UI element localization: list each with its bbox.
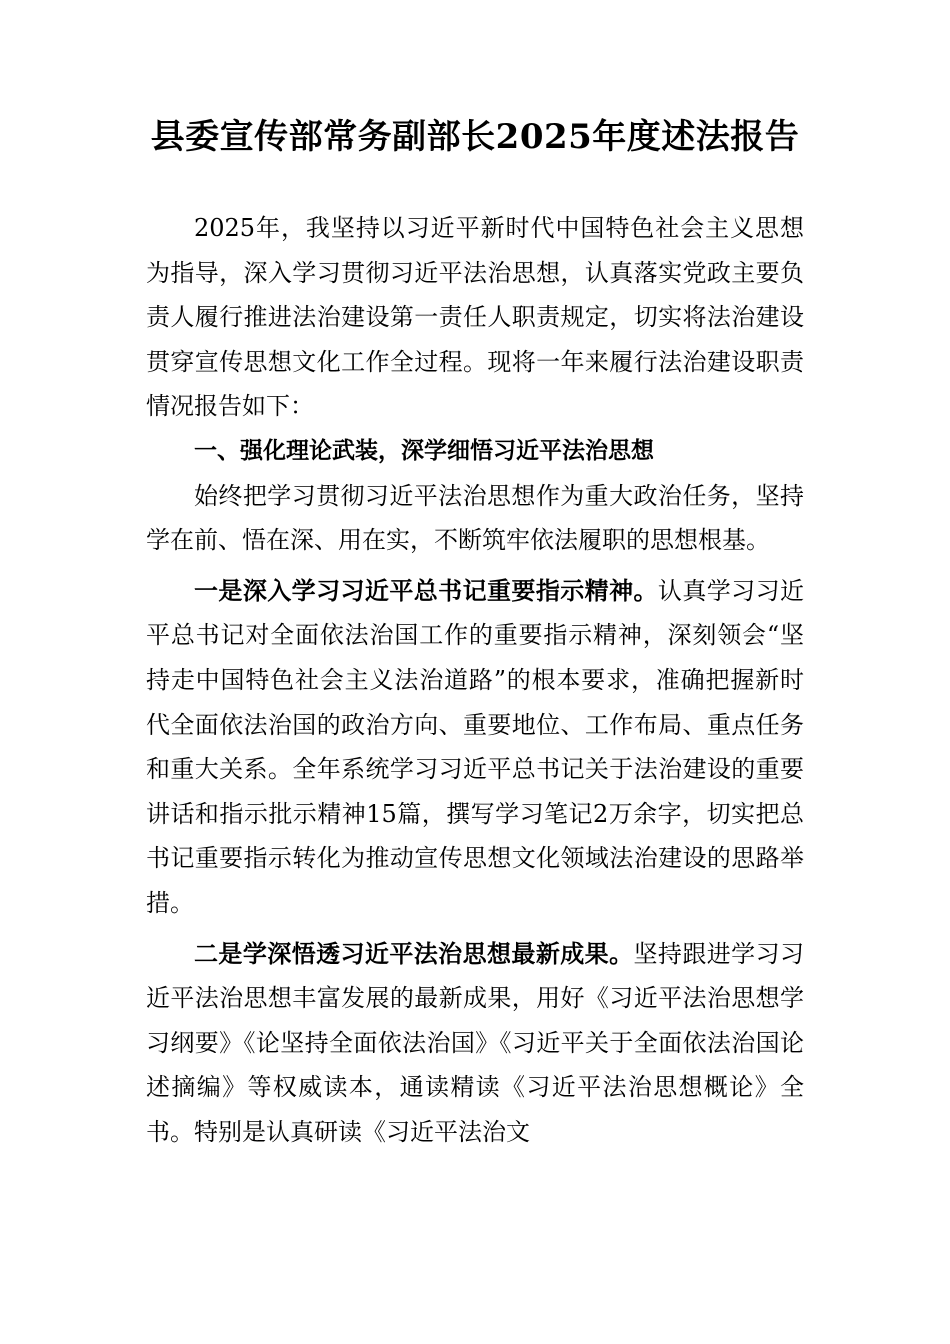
item-lead-1: 一是深入学习习近平总书记重要指示精神。 [194, 575, 658, 605]
item-text-2: 坚持跟进学习习近平法治思想丰富发展的最新成果，用好《习近平法治思想学习纲要》《论坚持全面依法治国》《习近平关于全面依法治国论述摘编》等权威读本，通读精读《习近平法治思想概论》全书。特别是认真研读《习近平法治文 [146, 939, 804, 1146]
item-paragraph-2 [146, 932, 804, 1155]
document-body [146, 206, 804, 1154]
item-paragraph-1 [146, 569, 804, 926]
item-lead-2: 二是学深悟透习近平法治思想最新成果。 [194, 938, 634, 968]
section-heading: 一、强化理论武装，深学细悟习近平法治思想 [194, 437, 654, 464]
document-title: 县委宣传部常务副部长2025年度述法报告 [150, 117, 800, 157]
section-paragraph: 始终把学习贯彻习近平法治思想作为重大政治任务，坚持学在前、悟在深、用在实，不断筑牢依法履职的思想根基。 [146, 481, 804, 555]
intro-paragraph: 2025年，我坚持以习近平新时代中国特色社会主义思想为指导，深入学习贯彻习近平法治思想，认真落实党政主要负责人履行推进法治建设第一责任人职责规定，切实将法治建设贯穿宣传思想文化工作全过程。现将一年来履行法治建设职责情况报告如下： [146, 214, 804, 421]
item-text-1: 认真学习习近平总书记对全面依法治国工作的重要指示精神，深刻领会“坚持走中国特色社会主义法治道路”的根本要求，准确把握新时代全面依法治国的政治方向、重要地位、工作布局、重点任务和重大关系。全年系统学习习近平总书记关于法治建设的重要讲话和指示批示精神15篇，撰写学习笔记2万余字，切实把总书记重要指示转化为推动宣传思想文化领域法治建设的思路举措。 [146, 576, 805, 917]
